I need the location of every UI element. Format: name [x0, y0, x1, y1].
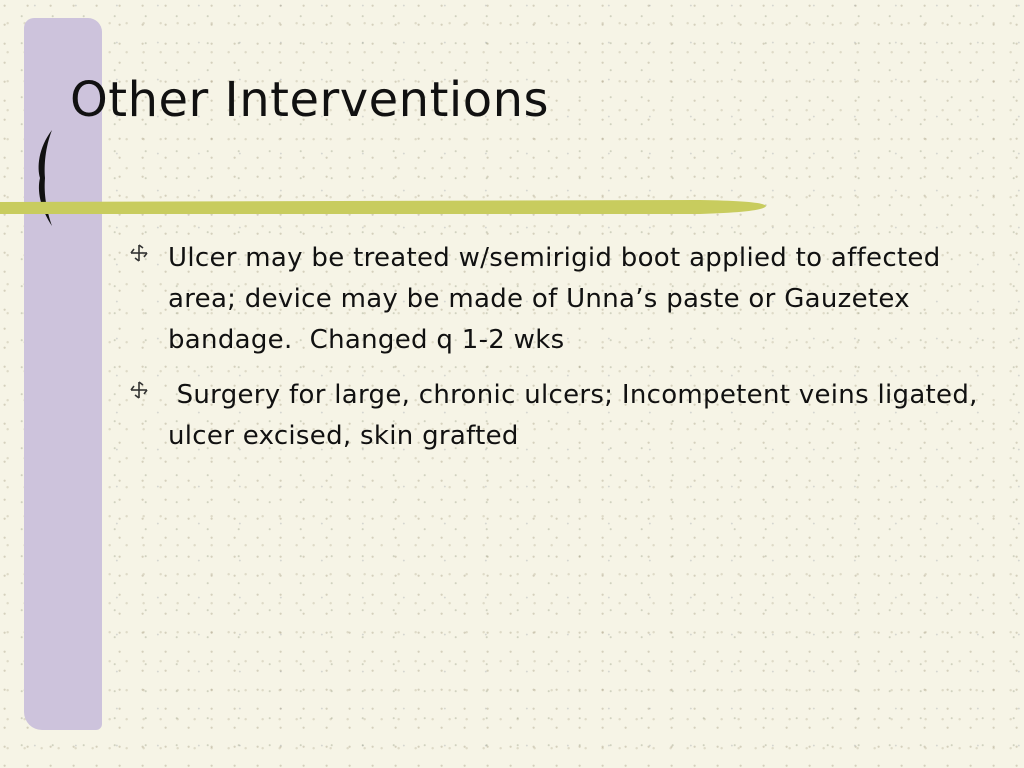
bullet-text: Ulcer may be treated w/semirigid boot applied to affected area; device may be made of Unna’s paste or Gauzetex bandage. Changed q 1-2 wks — [168, 243, 950, 355]
bullet-text: Surgery for large, chronic ulcers; Incompetent veins ligated, ulcer excised, skin grafted — [168, 380, 987, 451]
slide-title: Other Interventions — [70, 72, 550, 128]
bullet-item — [130, 375, 990, 457]
pinwheel-bullet-icon — [130, 244, 148, 262]
bullet-item — [130, 238, 990, 361]
bullet-list — [130, 238, 990, 471]
title-underline-rule — [0, 198, 768, 218]
pinwheel-bullet-icon — [130, 381, 148, 399]
